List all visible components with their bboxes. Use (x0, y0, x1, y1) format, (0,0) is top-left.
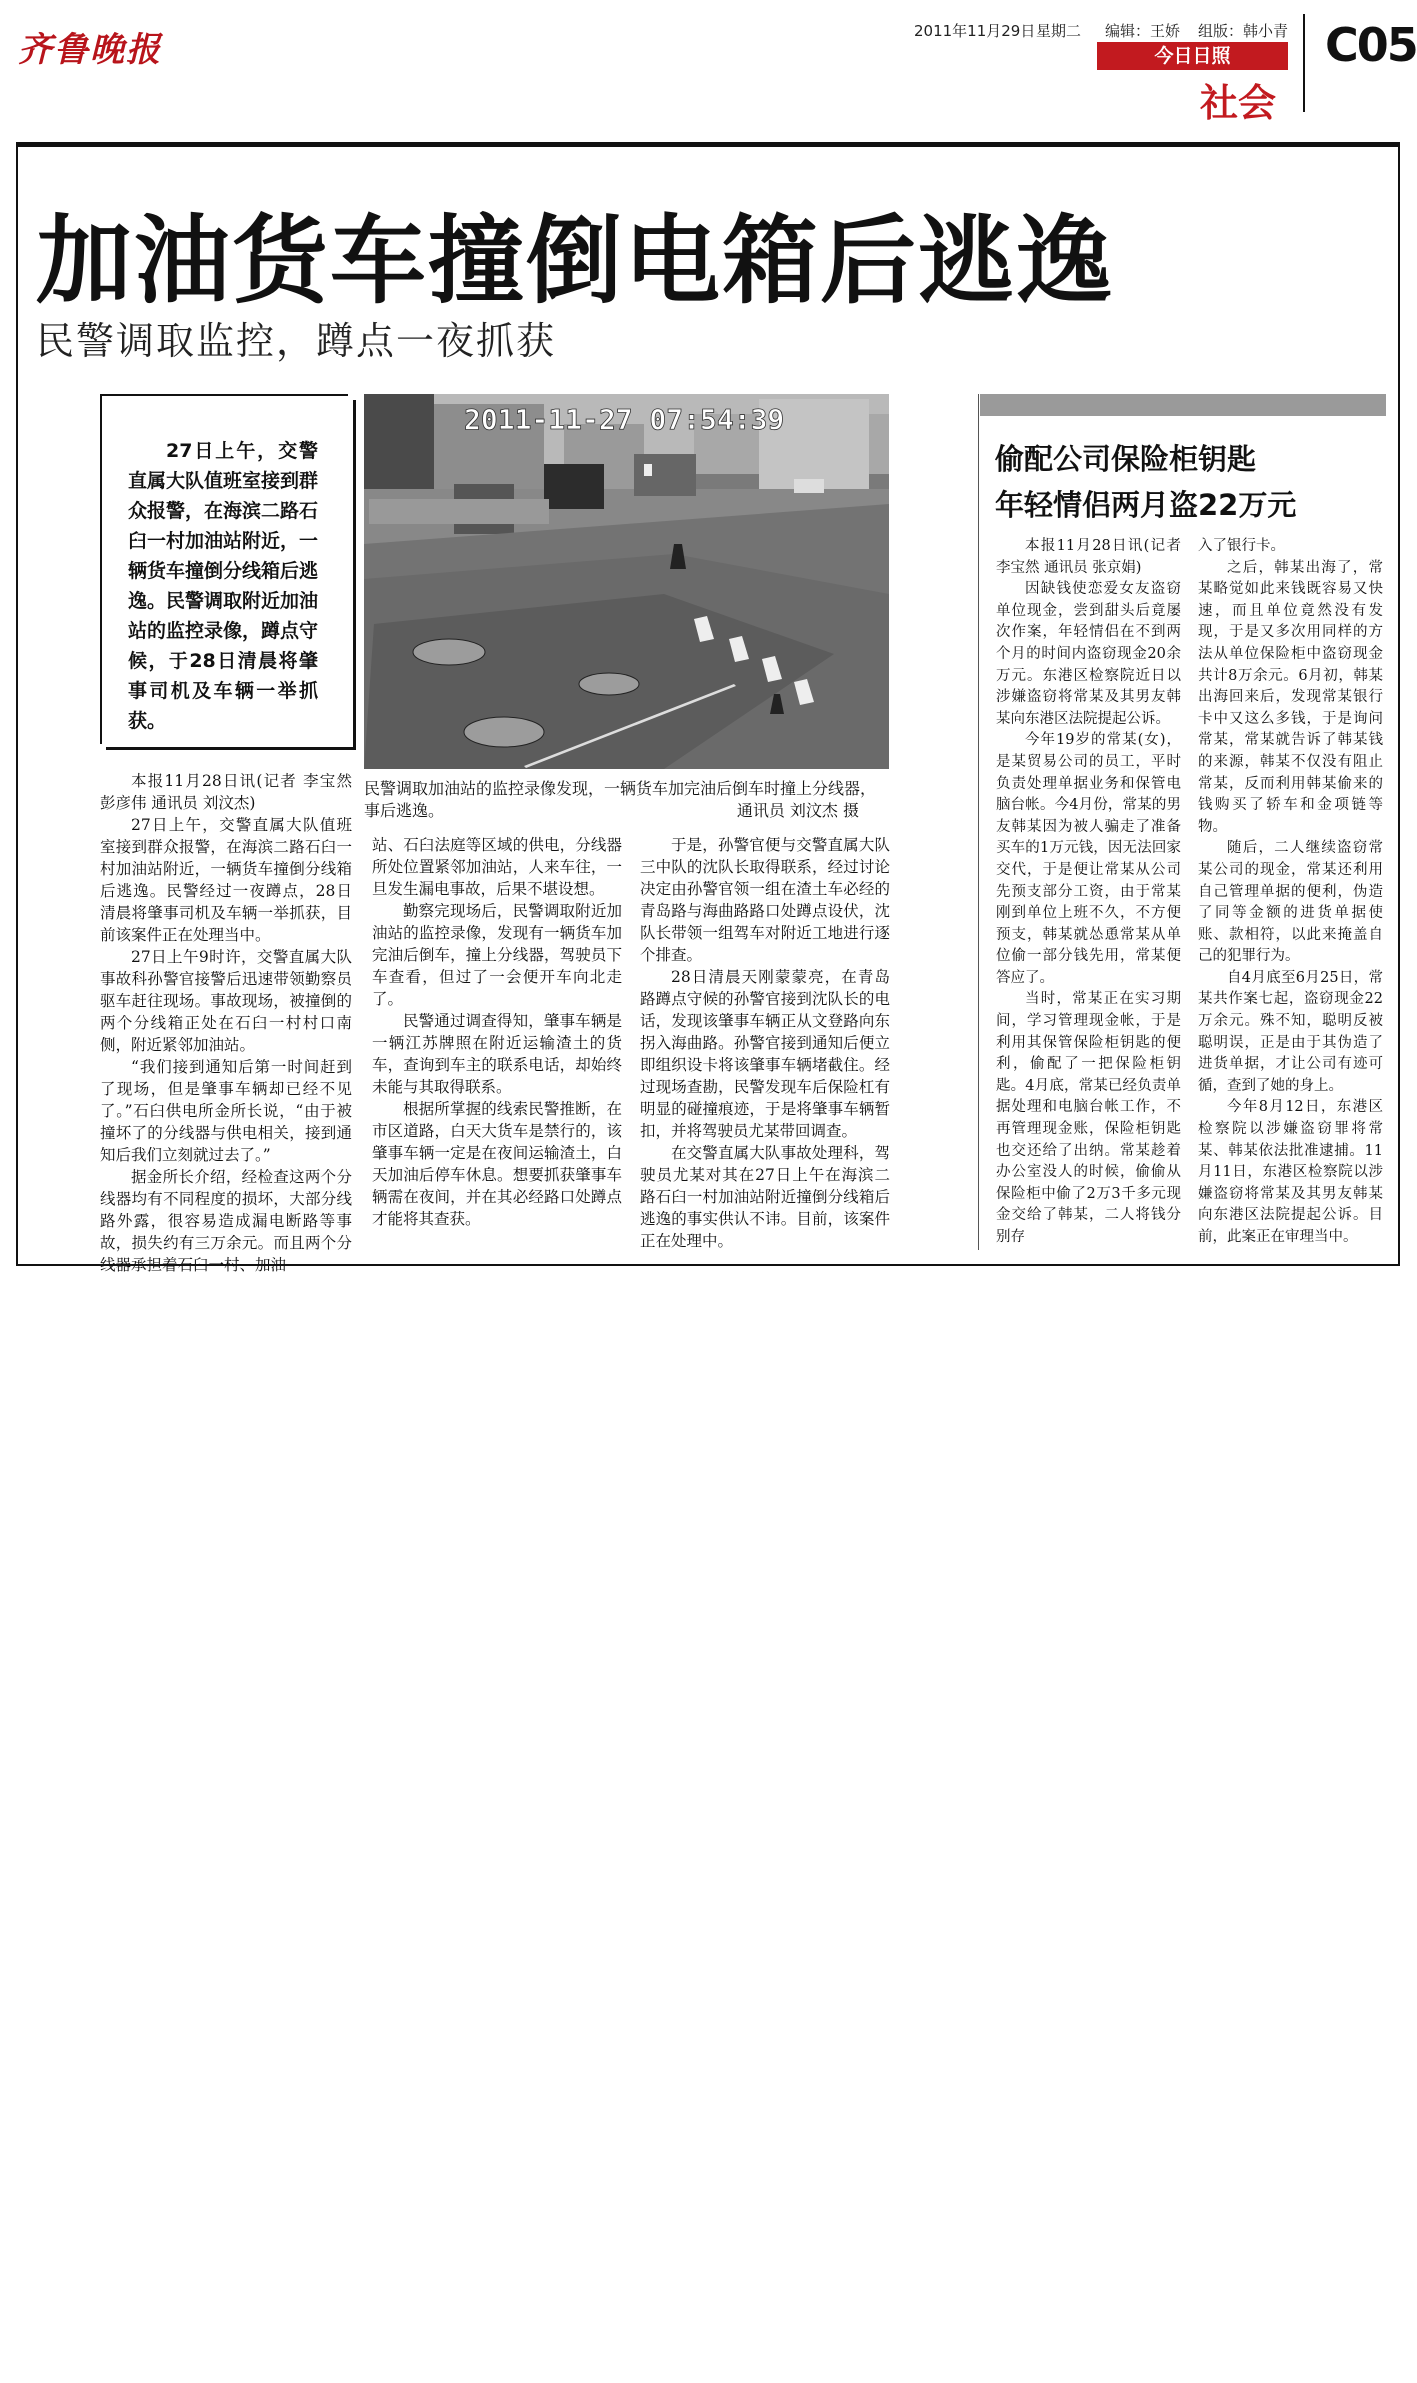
main-article-paragraph: 据金所长介绍，经检查这两个分线器均有不同程度的损坏，大部分线路外露，很容易造成漏电断路等事故，损失约有三万余元。而且两个分线器承担着石臼一村、加油 (100, 1168, 352, 1274)
side-title-line-2: 年轻情侣两月盗22万元 (995, 488, 1297, 522)
side-article-column-2 (1198, 536, 1383, 1249)
photo-caption (364, 778, 889, 822)
lead-summary: 27日上午，交警直属大队值班室接到群众报警，在海滨二路石臼一村加油站附近，一辆货车撞倒分线箱后逃逸。民警调取附近加油站的监控录像，蹲点守候，于28日清晨将肇事司机及车辆一举抓获。 (128, 440, 319, 732)
newspaper-masthead: 齐鲁晚报 (18, 30, 162, 70)
main-article-paragraph: 在交警直属大队事故处理科，驾驶员尤某对其在27日上午在海滨二路石臼一村加油站附近撞倒分线箱后逃逸的事实供认不讳。目前，该案件正在处理中。 (640, 1144, 890, 1250)
side-article-title-bar (980, 394, 1386, 416)
main-article-paragraph: 28日清晨天刚蒙蒙亮，在青岛路蹲点守候的孙警官接到沈队长的电话，发现该肇事车辆正从文登路向东拐入海曲路。孙警官接到通知后便立即组织设卡将该肇事车辆堵截住。经过现场查勘，民警发现车后保险杠有明显的碰撞痕迹，于是将肇事车辆暂扣，并将驾驶员尤某带回调查。 (640, 968, 890, 1140)
main-article-byline: 本报11月28日讯(记者 李宝然 彭彦伟 通讯员 刘汶杰) (100, 772, 352, 812)
main-article-paragraph: 民警通过调查得知，肇事车辆是一辆江苏牌照在附近运输渣土的货车，查询到车主的联系电话，却始终未能与其取得联系。 (372, 1012, 622, 1096)
side-article-paragraph: 随后，二人继续盗窃常某公司的现金，常某还利用自己管理单据的便利，伪造了同等金额的进货单据使账、款相符，以此来掩盖自己的犯罪行为。 (1198, 840, 1383, 965)
article-top-rule (16, 142, 1400, 147)
side-article-byline: 本报11月28日讯(记者 李宝然 通讯员 张京娟) (996, 538, 1181, 576)
editor-credit: 编辑：王娇 (1105, 22, 1181, 40)
main-article-paragraph: “我们接到通知后第一时间赶到了现场，但是肇事车辆却已经不见了。”石臼供电所金所长说，“由于被撞坏了的分线器与供电相关，接到通知后我们立刻就过去了。” (100, 1058, 352, 1164)
layout-credit: 组版：韩小青 (1198, 22, 1289, 40)
main-article-paragraph: 站、石臼法庭等区域的供电，分线器所处位置紧邻加油站，人来车往，一旦发生漏电事故，后果不堪设想。 (372, 836, 622, 898)
issue-date: 2011年11月29日 (914, 22, 1036, 40)
side-article-paragraph: 之后，韩某出海了，常某略觉如此来钱既容易又快速，而且单位竟然没有发现，于是又多次用同样的方法从单位保险柜中盗窃现金共计8万余元。6月初，韩某出海回来后，发现常某银行卡中又这么多钱，于是询问常某，常某就告诉了韩某钱的来源，韩某不仅没有阻止常某，反而利用韩某偷来的钱购买了轿车和金项链等物。 (1198, 559, 1383, 835)
main-article-column-1 (100, 770, 352, 1276)
main-article-paragraph: 27日上午，交警直属大队值班室接到群众报警，在海滨二路石臼一村加油站附近，一辆货车撞倒分线箱后逃逸。民警经过一夜蹲点，28日清晨将肇事司机及车辆一举抓获，目前该案件正在处理当中。 (100, 816, 352, 944)
header-divider (1303, 14, 1305, 112)
side-article-paragraph: 入了银行卡。 (1198, 538, 1285, 554)
side-article-paragraph: 因缺钱使恋爱女友盗窃单位现金，尝到甜头后竟屡次作案，年轻情侣在不到两个月的时间内盗窃现金20余万元。东港区检察院近日以涉嫌盗窃将常某及其男友韩某向东港区法院提起公诉。 (996, 581, 1181, 727)
surveillance-scene (364, 394, 889, 769)
page-number: C05 (1325, 18, 1417, 72)
photo-caption-text: 民警调取加油站的监控录像发现，一辆货车加完油后倒车时撞上分线器，事后逃逸。 (364, 779, 877, 820)
main-article-paragraph: 根据所掌握的线索民警推断，在市区道路，白天大货车是禁行的，该肇事车辆一定是在夜间运输渣土，白天加油后停车休息。想要抓获肇事车辆需在夜间，并在其必经路口处蹲点才能将其查获。 (372, 1100, 622, 1228)
main-article-column-3 (640, 834, 890, 1252)
side-article-column-1 (996, 536, 1181, 1249)
issue-weekday: 星期二 (1036, 22, 1082, 40)
edition-banner: 今日日照 (1097, 42, 1288, 70)
side-article-paragraph: 自4月底至6月25日，常某共作案七起，盗窃现金22万余元。殊不知，聪明反被聪明误，正是由于其伪造了进货单据，才让公司有迹可循，查到了她的身上。 (1198, 969, 1383, 1094)
main-headline: 加油货车撞倒电箱后逃逸 (36, 205, 1114, 317)
side-article-divider (978, 394, 979, 1250)
section-name: 社会 (1200, 81, 1277, 125)
side-article-paragraph: 当时，常某正在实习期间，学习管理现金帐，于是利用其保管保险柜钥匙的便利，偷配了一把保险柜钥匙。4月底，常某已经负责单据处理和电脑台帐工作，不再管理现金账，保险柜钥匙也交还给了出纳。常某趁着办公室没人的时候，偷偷从保险柜中偷了2万3千多元现金交给了韩某，二人将钱分别存 (996, 991, 1181, 1245)
side-title-line-1: 偷配公司保险柜钥匙 (995, 442, 1257, 476)
surveillance-photo (364, 394, 889, 769)
side-article-paragraph: 今年19岁的常某(女)，是某贸易公司的员工，平时负责处理单据业务和保管电脑台帐。今4月份，常某的男友韩某因为被人骗走了准备买车的1万元钱，因无法回家交代，于是便让常某从公司先预支部分工资，由于常某刚到单位上班不久，不方便预支，韩某就怂恿常某从单位偷一部分钱先用，常某便答应了。 (996, 732, 1181, 986)
photo-timestamp: 2011-11-27 07:54:39 (464, 403, 785, 436)
side-article-paragraph: 今年8月12日，东港区检察院以涉嫌盗窃罪将常某、韩某依法批准逮捕。11月11日，东港区检察院以涉嫌盗窃将常某及其男友韩某向东港区法院提起公诉。目前，此案正在审理当中。 (1198, 1099, 1383, 1245)
main-subhead: 民警调取监控，蹲点一夜抓获 (36, 319, 557, 363)
side-article-title (995, 436, 1296, 528)
main-article-paragraph: 于是，孙警官便与交警直属大队三中队的沈队长取得联系，经过讨论决定由孙警官领一组在渣土车必经的青岛路与海曲路路口处蹲点设伏，沈队长带领一组驾车对附近工地进行逐个排查。 (640, 836, 890, 964)
photo-credit: 通讯员 刘汶杰 摄 (736, 801, 859, 820)
main-article-paragraph: 27日上午9时许，交警直属大队事故科孙警官接警后迅速带领勤察员驱车赶往现场。事故现场，被撞倒的两个分线箱正处在石臼一村村口南侧，附近紧邻加油站。 (100, 948, 352, 1054)
main-article-paragraph: 勤察完现场后，民警调取附近加油站的监控录像，发现有一辆货车加完油后倒车，撞上分线器，驾驶员下车查看，但过了一会便开车向北走了。 (372, 902, 622, 1008)
main-article-column-2 (372, 834, 622, 1230)
